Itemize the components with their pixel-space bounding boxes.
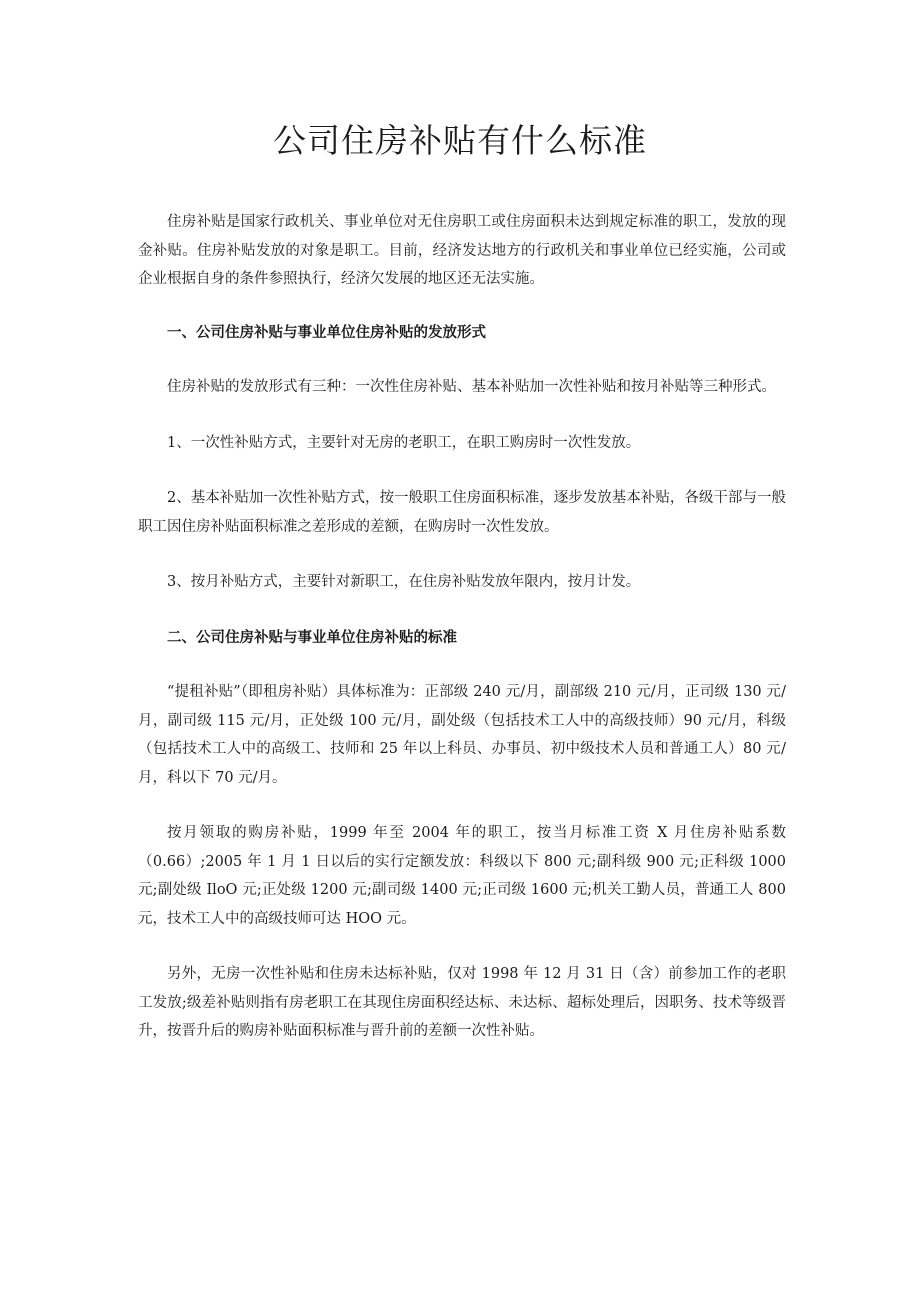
section-2-paragraph-1: “提租补贴”（即租房补贴）具体标准为：正部级 240 元/月，副部级 210 元/月，正司级 130 元/月，副司级 115 元/月，正处级 100 元/月，副处级（包括技术工人中的高级技师）90 元/月，科级（包括技术工人中的高级工、技师和 25 年以上科员、办事员、初中级技术人员和普通工人）80 元/月，科以下 70 元/月。 [138, 684, 786, 786]
page-title: 公司住房补贴有什么标准 [273, 121, 647, 160]
section-1-item-2: 2、基本补贴加一次性补贴方式，按一般职工住房面积标准，逐步发放基本补贴，各级干部与一般职工因住房补贴面积标准之差形成的差额，在购房时一次性发放。 [138, 490, 786, 535]
section-1-item-3: 3、按月补贴方式，主要针对新职工，在住房补贴发放年限内，按月计发。 [167, 574, 641, 590]
section-1-heading: 一、公司住房补贴与事业单位住房补贴的发放形式 [167, 323, 486, 341]
section-2-heading: 二、公司住房补贴与事业单位住房补贴的标准 [167, 628, 457, 646]
section-2-paragraph-3: 另外，无房一次性补贴和住房未达标补贴，仅对 1998 年 12 月 31 日（含）前参加工作的老职工发放;级差补贴则指有房老职工在其现住房面积经达标、未达标、超标处理后，因职务、技术等级晋升，按晋升后的购房补贴面积标准与晋升前的差额一次性补贴。 [138, 966, 786, 1039]
section-2-paragraph-2: 按月领取的购房补贴，1999 年至 2004 年的职工，按当月标准工资 X 月住房补贴系数（0.66）;2005 年 1 月 1 日以后的实行定额发放：科级以下 800 元;副科级 900 元;正科级 1000 元;副处级 IloO 元;正处级 1200 元;副司级 1400 元;正司级 1600 元;机关工勤人员，普通工人 800 元，技术工人中的高级技师可达 HOO 元。 [138, 825, 786, 927]
intro-paragraph: 住房补贴是国家行政机关、事业单位对无住房职工或住房面积未达到规定标准的职工，发放的现金补贴。住房补贴发放的对象是职工。目前，经济发达地方的行政机关和事业单位已经实施，公司或企业根据自身的条件参照执行，经济欠发展的地区还无法实施。 [138, 214, 786, 287]
section-1-item-1: 1、一次性补贴方式，主要针对无房的老职工，在职工购房时一次性发放。 [167, 434, 641, 451]
document-body [138, 208, 786, 1046]
section-1-intro-paragraph: 住房补贴的发放形式有三种：一次性住房补贴、基本补贴加一次性补贴和按月补贴等三种形式。 [167, 379, 776, 395]
